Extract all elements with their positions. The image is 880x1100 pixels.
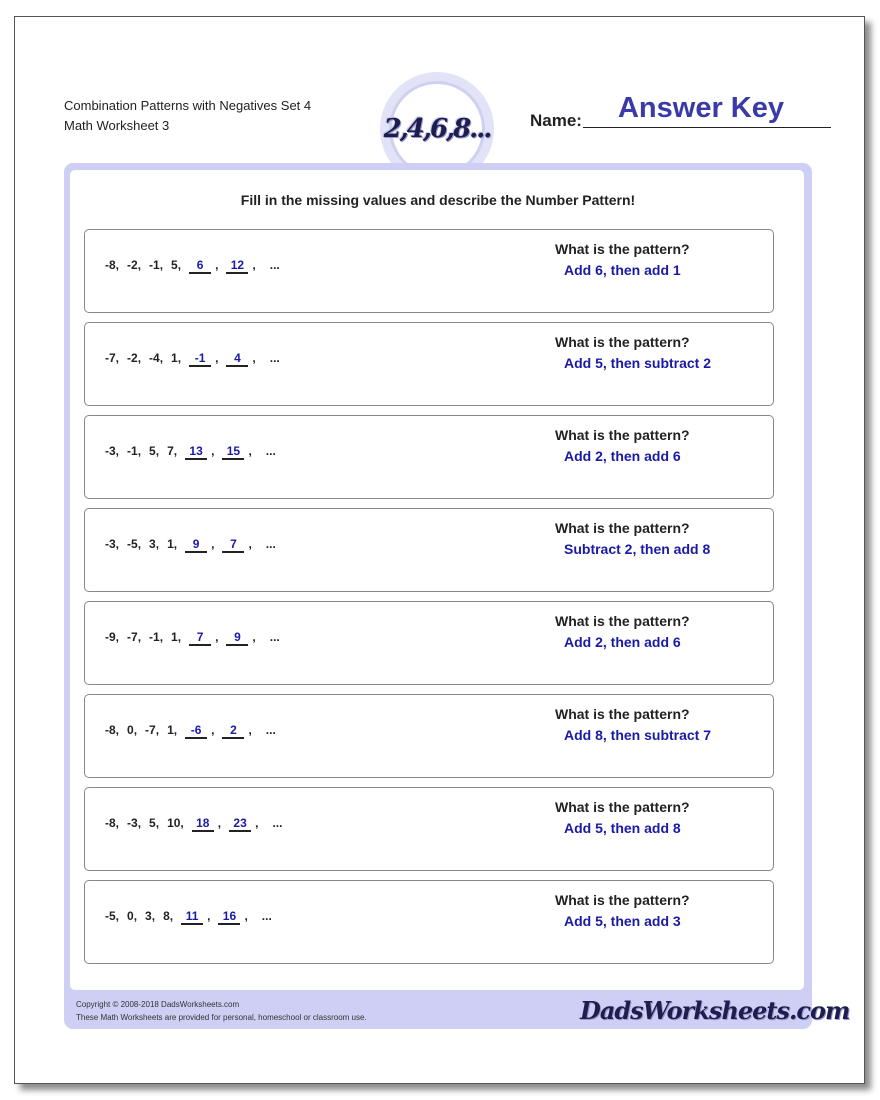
ellipsis: ... — [265, 537, 276, 551]
sequence-term: -3 — [105, 537, 116, 551]
comma: , — [248, 723, 252, 737]
sequence-term: 1 — [171, 351, 178, 365]
sequence-term: -5 — [127, 537, 138, 551]
sequence-term: -8 — [105, 723, 116, 737]
comma: , — [180, 816, 184, 830]
problem-box — [84, 415, 774, 499]
answer-blank[interactable]: -1 — [189, 351, 211, 367]
comma: , — [155, 723, 160, 737]
comma: , — [211, 444, 215, 458]
sequence-term: -2 — [127, 351, 138, 365]
sequence-term: -7 — [145, 723, 156, 737]
comma: , — [155, 537, 160, 551]
answer-blank[interactable]: 23 — [229, 816, 251, 832]
ellipsis: ... — [269, 258, 280, 272]
sequence-term: -1 — [149, 630, 160, 644]
pattern-answer: Add 2, then add 6 — [564, 448, 681, 464]
comma: , — [115, 351, 120, 365]
comma: , — [177, 351, 182, 365]
comma: , — [137, 816, 142, 830]
ellipsis: ... — [261, 909, 272, 923]
pattern-answer: Subtract 2, then add 8 — [564, 541, 711, 557]
number-sequence — [105, 258, 280, 274]
comma: , — [177, 630, 182, 644]
pattern-question: What is the pattern? — [555, 892, 690, 908]
sequence-term: -8 — [105, 816, 116, 830]
comma: , — [151, 909, 156, 923]
answer-blank[interactable]: 6 — [189, 258, 211, 274]
number-sequence — [105, 816, 282, 832]
comma: , — [137, 630, 142, 644]
comma: , — [211, 723, 215, 737]
problem-box — [84, 229, 774, 313]
answer-blank[interactable]: 7 — [222, 537, 244, 553]
name-line — [583, 127, 831, 128]
problem-box — [84, 508, 774, 592]
problem-box — [84, 787, 774, 871]
instructions: Fill in the missing values and describe the Number Pattern! — [240, 192, 636, 208]
answer-blank[interactable]: 13 — [185, 444, 207, 460]
sequence-term: 3 — [145, 909, 152, 923]
answer-blank[interactable]: 16 — [218, 909, 240, 925]
ellipsis: ... — [272, 816, 283, 830]
answer-key-label: Answer Key — [617, 92, 784, 124]
comma: , — [244, 909, 248, 923]
pattern-question: What is the pattern? — [555, 799, 690, 815]
ellipsis: ... — [269, 351, 280, 365]
comma: , — [217, 816, 222, 830]
number-sequence — [105, 909, 272, 925]
comma: , — [248, 537, 252, 551]
problem-box — [84, 694, 774, 778]
number-sequence — [105, 723, 276, 739]
problem-box — [84, 322, 774, 406]
comma: , — [177, 258, 182, 272]
answer-blank[interactable]: 18 — [192, 816, 214, 832]
title-line-2: Math Worksheet 3 — [64, 118, 170, 133]
sequence-term: -8 — [105, 258, 116, 272]
sequence-term: -5 — [105, 909, 116, 923]
name-label: Name: — [530, 111, 582, 130]
comma: , — [173, 444, 178, 458]
comma: , — [169, 909, 174, 923]
pattern-answer: Add 5, then add 3 — [564, 913, 681, 929]
brand-logo: DadsWorksheets.com — [580, 996, 850, 1025]
pattern-question: What is the pattern? — [555, 334, 690, 350]
comma: , — [137, 537, 142, 551]
answer-blank[interactable]: -6 — [185, 723, 207, 739]
comma: , — [215, 630, 219, 644]
sequence-term: 5 — [149, 444, 156, 458]
comma: , — [173, 723, 178, 737]
sequence-term: 10 — [167, 816, 181, 830]
sequence-term: 1 — [167, 537, 174, 551]
comma: , — [252, 258, 256, 272]
sequence-term: 5 — [171, 258, 178, 272]
number-sequence — [105, 537, 276, 553]
sequence-term: 0 — [127, 723, 134, 737]
comma: , — [248, 444, 252, 458]
sequence-term: -4 — [149, 351, 160, 365]
comma: , — [255, 816, 259, 830]
number-sequence — [105, 351, 280, 367]
sequence-term: 0 — [127, 909, 134, 923]
usage-notice: These Math Worksheets are provided for personal, homeschool or classroom use. — [76, 1013, 367, 1022]
pattern-question: What is the pattern? — [555, 427, 690, 443]
comma: , — [159, 351, 164, 365]
worksheet-title — [64, 96, 311, 136]
comma: , — [115, 537, 120, 551]
answer-blank[interactable]: 12 — [226, 258, 248, 274]
sequence-term: 3 — [149, 537, 156, 551]
pattern-answer: Add 5, then subtract 2 — [564, 355, 712, 371]
answer-blank[interactable]: 4 — [226, 351, 248, 367]
answer-blank[interactable]: 2 — [222, 723, 244, 739]
sequence-term: 1 — [171, 630, 178, 644]
pattern-question: What is the pattern? — [555, 706, 690, 722]
sequence-term: -2 — [127, 258, 138, 272]
answer-blank[interactable]: 9 — [226, 630, 248, 646]
comma: , — [133, 909, 138, 923]
sequence-term: -1 — [127, 444, 138, 458]
comma: , — [252, 630, 256, 644]
sequence-term: 5 — [149, 816, 156, 830]
ellipsis: ... — [265, 723, 276, 737]
comma: , — [159, 630, 164, 644]
pattern-question: What is the pattern? — [555, 613, 690, 629]
sequence-term: -9 — [105, 630, 116, 644]
comma: , — [215, 351, 219, 365]
footer — [76, 998, 367, 1024]
ellipsis: ... — [269, 630, 280, 644]
sequence-term: -3 — [127, 816, 138, 830]
problem-box — [84, 880, 774, 964]
comma: , — [159, 258, 164, 272]
comma: , — [137, 444, 142, 458]
copyright-text: Copyright © 2008-2018 DadsWorksheets.com — [76, 1000, 240, 1009]
number-sequence — [105, 444, 276, 460]
number-sequence — [105, 630, 280, 646]
comma: , — [173, 537, 178, 551]
comma: , — [137, 351, 142, 365]
title-line-1: Combination Patterns with Negatives Set 4 — [64, 98, 312, 113]
sequence-term: 7 — [167, 444, 174, 458]
sequence-term: -3 — [105, 444, 116, 458]
ellipsis: ... — [265, 444, 276, 458]
comma: , — [215, 258, 219, 272]
comma: , — [115, 630, 120, 644]
sequence-term: 1 — [167, 723, 174, 737]
comma: , — [115, 723, 120, 737]
comma: , — [211, 537, 215, 551]
pattern-answer: Add 2, then add 6 — [564, 634, 681, 650]
pattern-answer: Add 6, then add 1 — [564, 262, 681, 278]
sequence-term: -7 — [105, 351, 116, 365]
sequence-term: -7 — [127, 630, 138, 644]
comma: , — [115, 816, 120, 830]
pattern-answer: Add 8, then subtract 7 — [564, 727, 712, 743]
comma: , — [115, 258, 120, 272]
logo-text: 2,4,6,8... — [383, 114, 491, 144]
comma: , — [133, 723, 138, 737]
comma: , — [115, 909, 120, 923]
comma: , — [252, 351, 256, 365]
sequence-term: 8 — [163, 909, 170, 923]
comma: , — [115, 444, 120, 458]
answer-blank[interactable]: 15 — [222, 444, 244, 460]
pattern-question: What is the pattern? — [555, 520, 690, 536]
sequence-term: -1 — [149, 258, 160, 272]
pattern-answer: Add 5, then add 8 — [564, 820, 681, 836]
pattern-question: What is the pattern? — [555, 241, 690, 257]
answer-blank[interactable]: 11 — [181, 909, 203, 925]
answer-blank[interactable]: 9 — [185, 537, 207, 553]
answer-blank[interactable]: 7 — [189, 630, 211, 646]
comma: , — [137, 258, 142, 272]
comma: , — [207, 909, 211, 923]
problem-box — [84, 601, 774, 685]
comma: , — [155, 444, 160, 458]
comma: , — [155, 816, 160, 830]
